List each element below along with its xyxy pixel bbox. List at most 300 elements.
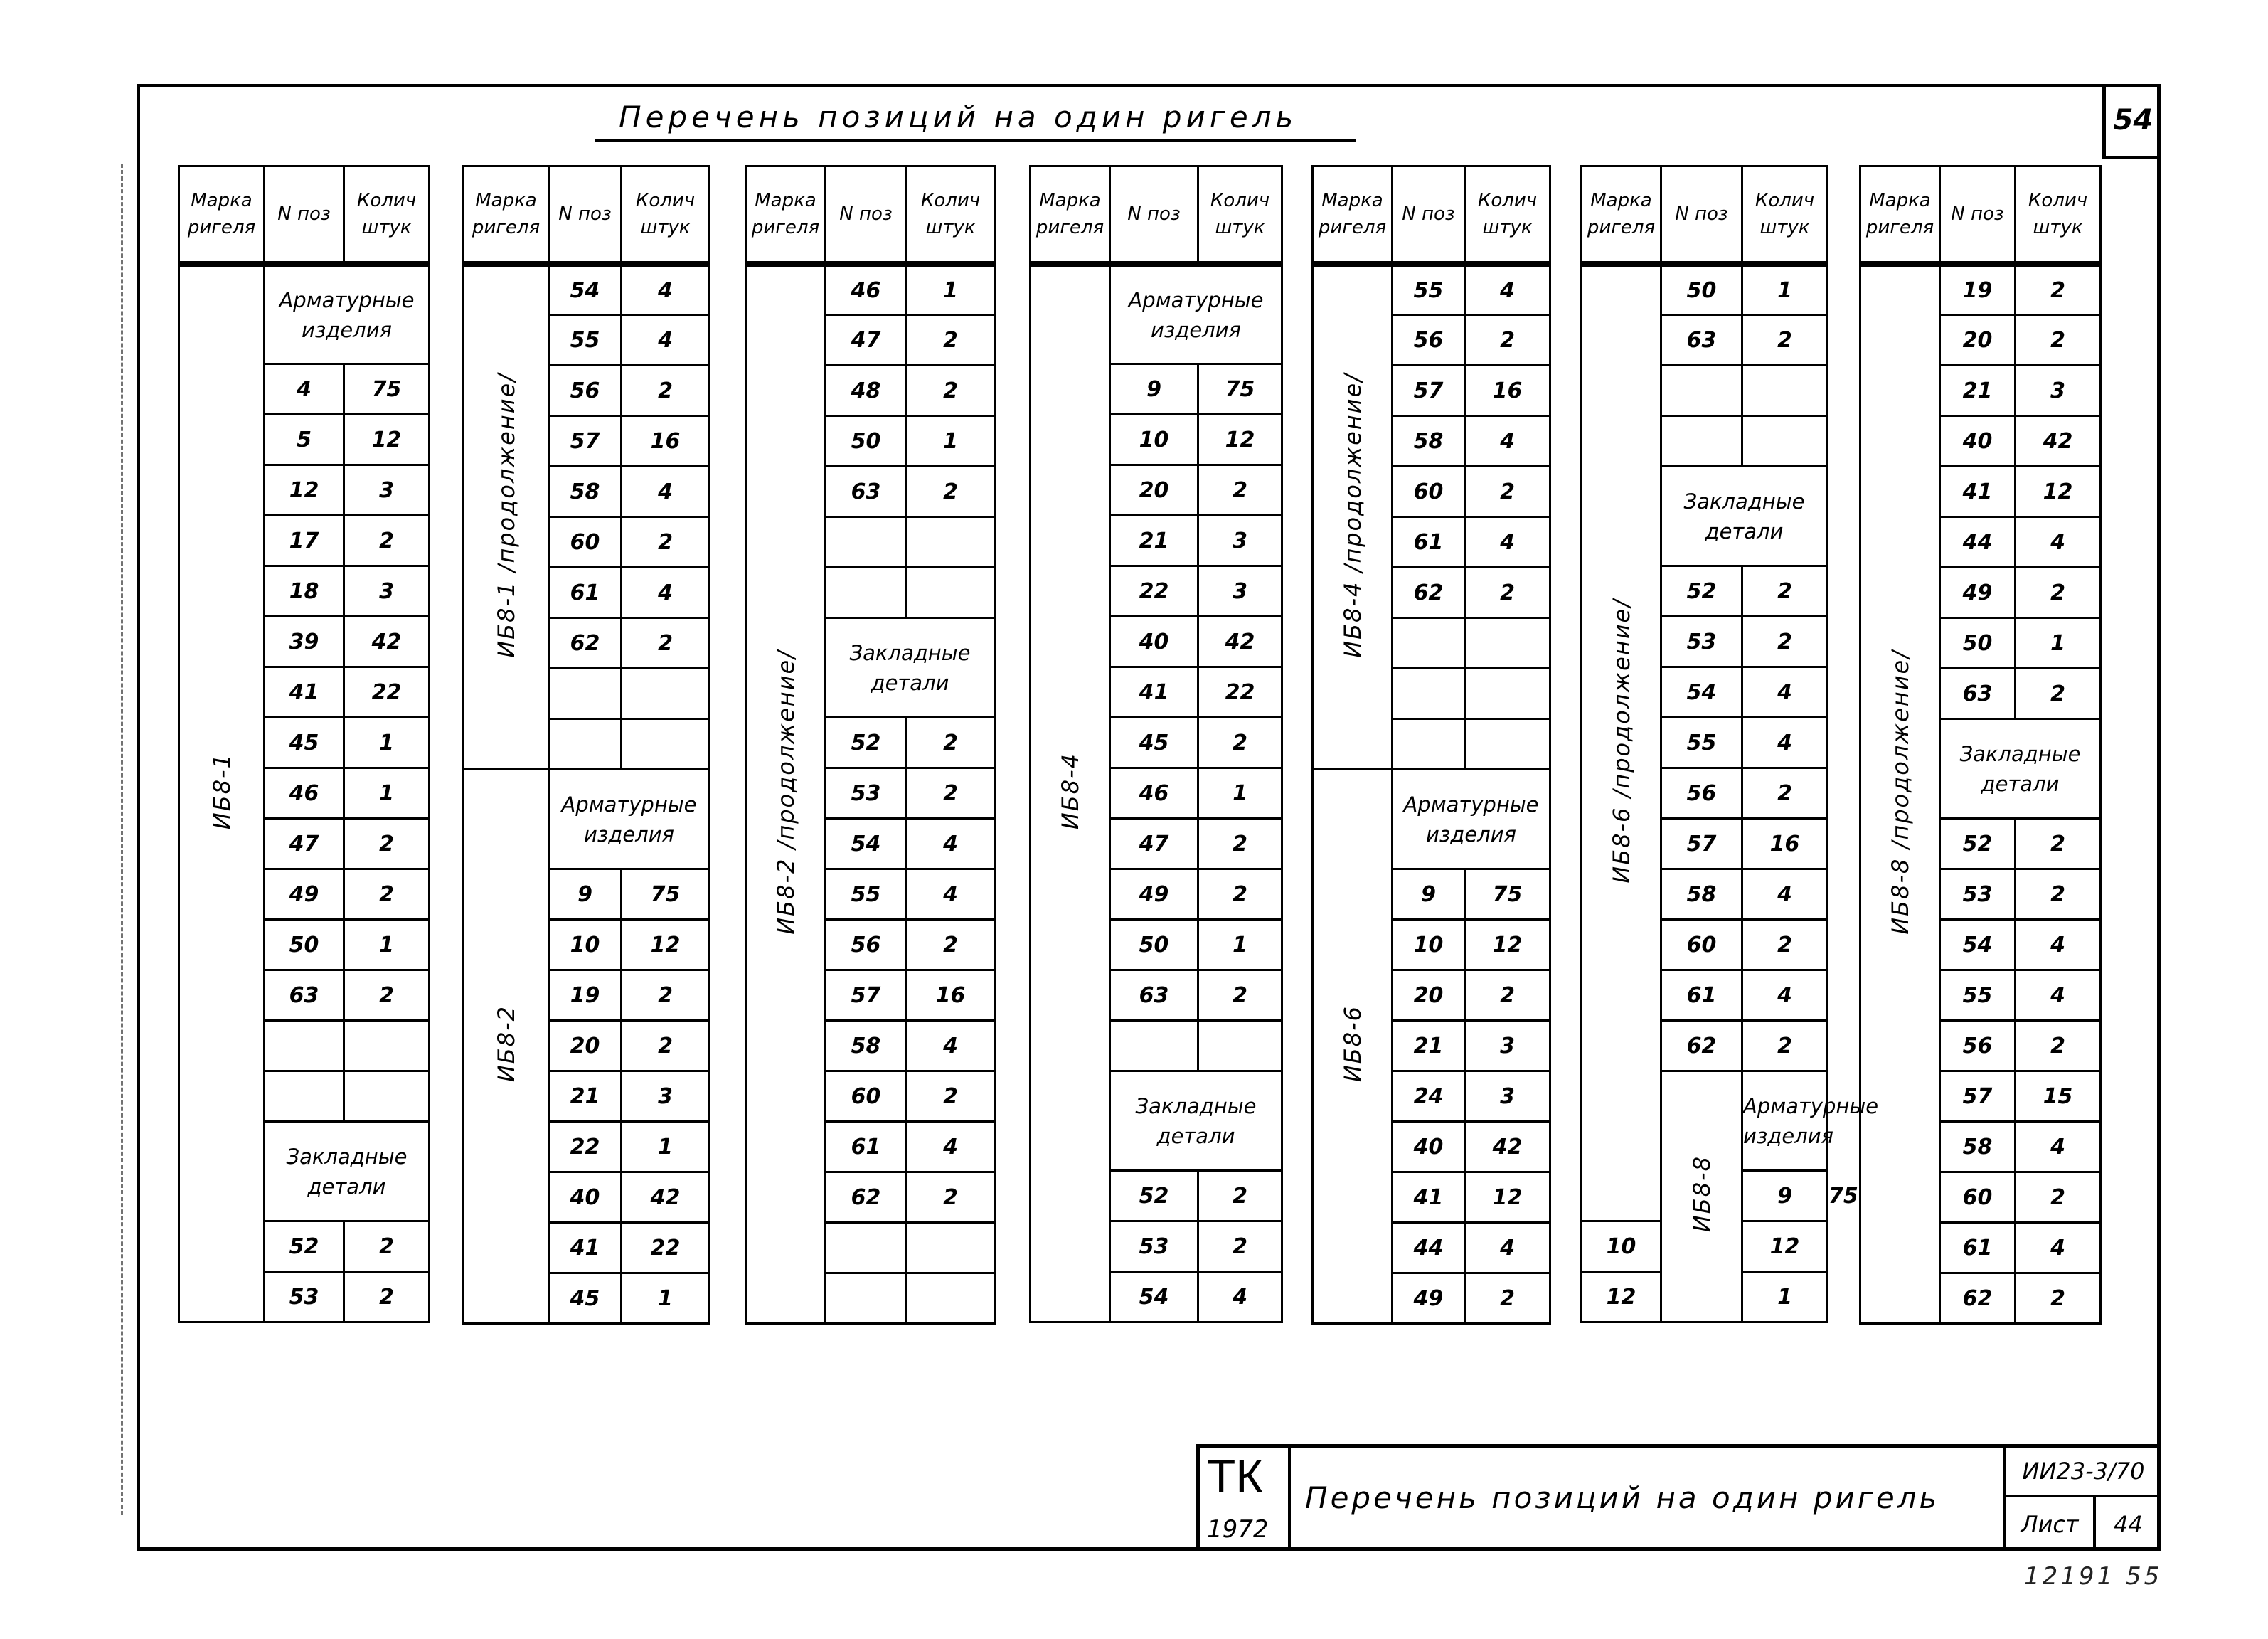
quantity: 12 [344, 415, 430, 465]
quantity: 42 [622, 1172, 710, 1223]
quantity: 2 [344, 1221, 430, 1272]
position-number: 9 [1393, 869, 1465, 920]
position-number [1110, 1021, 1198, 1071]
header-quantity: Колич штук [1742, 166, 1828, 265]
quantity [907, 517, 995, 568]
position-number: 45 [1110, 718, 1198, 768]
position-number: 63 [265, 970, 344, 1021]
quantity: 3 [622, 1071, 710, 1122]
beam-mark-label: ИБ8-4 [1056, 753, 1084, 830]
position-number: 50 [1661, 265, 1742, 315]
section-heading: Арматурные изделия [1742, 1071, 1828, 1171]
quantity: 2 [1198, 819, 1282, 869]
quantity: 2 [907, 1071, 995, 1122]
header-quantity: Колич штук [344, 166, 430, 265]
beam-mark [1031, 265, 1110, 1322]
positions-table [462, 165, 710, 1325]
quantity [1742, 366, 1828, 416]
quantity: 1 [1198, 768, 1282, 819]
position-number: 10 [1582, 1221, 1661, 1272]
quantity: 75 [1198, 364, 1282, 415]
quantity [622, 669, 710, 719]
quantity: 2 [622, 618, 710, 669]
position-number: 52 [1110, 1171, 1198, 1221]
quantity: 12 [1198, 415, 1282, 465]
position-number: 61 [1393, 517, 1465, 568]
quantity: 42 [2016, 416, 2101, 467]
position-number [265, 1071, 344, 1122]
position-number: 60 [1661, 920, 1742, 970]
quantity: 4 [1465, 416, 1550, 467]
beam-mark-label: ИБ8-4 /продолжение/ [1338, 372, 1366, 658]
position-number [1661, 366, 1742, 416]
quantity: 2 [1742, 920, 1828, 970]
header-position: N поз [1661, 166, 1742, 265]
position-number: 47 [1110, 819, 1198, 869]
beam-mark [464, 265, 549, 770]
quantity: 2 [2016, 265, 2101, 315]
position-number: 4 [265, 364, 344, 415]
quantity: 1 [622, 1122, 710, 1172]
quantity: 4 [1465, 517, 1550, 568]
quantity [907, 568, 995, 618]
quantity: 2 [344, 516, 430, 566]
quantity: 2 [2016, 869, 2101, 920]
position-number: 44 [1393, 1223, 1465, 1273]
position-number: 22 [549, 1122, 622, 1172]
position-number: 56 [549, 366, 622, 416]
quantity: 4 [1742, 869, 1828, 920]
position-number: 52 [1940, 819, 2016, 869]
position-number: 63 [1661, 315, 1742, 366]
quantity: 4 [1465, 265, 1550, 315]
position-number [826, 1273, 907, 1324]
position-number: 22 [1110, 566, 1198, 617]
quantity: 1 [344, 768, 430, 819]
quantity: 2 [1198, 1171, 1282, 1221]
header-position: N поз [826, 166, 907, 265]
position-number: 63 [826, 467, 907, 517]
quantity: 2 [2016, 568, 2101, 618]
quantity [344, 1071, 430, 1122]
quantity: 1 [344, 920, 430, 970]
beam-mark [1313, 770, 1393, 1324]
beam-mark-label: ИБ8-6 /продолжение/ [1607, 598, 1635, 884]
quantity [1742, 416, 1828, 467]
quantity: 2 [1742, 315, 1828, 366]
quantity: 2 [1742, 566, 1828, 617]
position-number: 5 [265, 415, 344, 465]
quantity: 16 [907, 970, 995, 1021]
quantity: 3 [2016, 366, 2101, 416]
quantity: 75 [1465, 869, 1550, 920]
section-heading: Арматурные изделия [1393, 770, 1550, 869]
position-number: 46 [826, 265, 907, 315]
beam-mark [746, 265, 826, 1324]
quantity: 12 [2016, 467, 2101, 517]
position-number: 56 [826, 920, 907, 970]
quantity: 3 [344, 566, 430, 617]
section-heading: Закладные детали [265, 1122, 430, 1221]
position-number: 49 [1940, 568, 2016, 618]
position-number: 21 [1940, 366, 2016, 416]
position-number: 19 [549, 970, 622, 1021]
position-table-6 [1580, 165, 1879, 1346]
quantity: 1 [907, 416, 995, 467]
quantity: 2 [2016, 819, 2101, 869]
position-number: 55 [1940, 970, 2016, 1021]
position-number: 60 [549, 517, 622, 568]
position-number: 21 [1110, 516, 1198, 566]
quantity: 2 [2016, 1021, 2101, 1071]
quantity: 12 [1742, 1221, 1828, 1272]
title-block [1196, 1444, 2161, 1551]
position-number: 61 [1661, 970, 1742, 1021]
quantity: 4 [1465, 1223, 1550, 1273]
position-number: 61 [826, 1122, 907, 1172]
position-number: 56 [1940, 1021, 2016, 1071]
position-table-2 [462, 165, 710, 1346]
beam-mark-label: ИБ8-8 /продолжение/ [1886, 649, 1914, 935]
position-number: 40 [1393, 1122, 1465, 1172]
table-row: 9 75 [1582, 1171, 1828, 1221]
quantity: 4 [1198, 1272, 1282, 1322]
quantity [1465, 618, 1550, 669]
position-number [826, 517, 907, 568]
quantity: 42 [1198, 617, 1282, 667]
quantity: 4 [1742, 970, 1828, 1021]
sheet-label: Лист [2003, 1497, 2096, 1551]
quantity: 1 [344, 718, 430, 768]
doc-code: ИИ23-3/70 [2003, 1448, 2161, 1497]
position-number: 21 [549, 1071, 622, 1122]
quantity: 4 [907, 869, 995, 920]
positions-table [1029, 165, 1283, 1323]
quantity: 2 [1465, 1273, 1550, 1324]
position-number: 12 [265, 465, 344, 516]
beam-mark-label: ИБ8-1 [208, 753, 235, 830]
quantity: 2 [2016, 1172, 2101, 1223]
stamp-description: Перечень позиций на один ригель [1305, 1480, 1940, 1515]
positions-table [178, 165, 430, 1323]
position-number: 49 [1110, 869, 1198, 920]
header-quantity: Колич штук [1198, 166, 1282, 265]
position-number: 40 [1110, 617, 1198, 667]
position-number: 55 [549, 315, 622, 366]
position-number: 54 [549, 265, 622, 315]
position-number: 62 [1661, 1021, 1742, 1071]
quantity: 3 [1465, 1071, 1550, 1122]
quantity: 4 [1742, 718, 1828, 768]
position-number: 49 [265, 869, 344, 920]
section-heading: Закладные детали [1110, 1071, 1282, 1171]
position-number: 57 [1393, 366, 1465, 416]
position-number: 39 [265, 617, 344, 667]
position-number: 19 [1940, 265, 2016, 315]
position-number: 10 [1110, 415, 1198, 465]
position-number: 60 [1940, 1172, 2016, 1223]
header-quantity: Колич штук [2016, 166, 2101, 265]
position-number: 57 [549, 416, 622, 467]
position-number [549, 719, 622, 770]
beam-mark-label: ИБ8-8 [1688, 1155, 1715, 1233]
position-number: 17 [265, 516, 344, 566]
quantity: 2 [1465, 467, 1550, 517]
position-number: 57 [1661, 819, 1742, 869]
position-number: 41 [549, 1223, 622, 1273]
quantity [907, 1223, 995, 1273]
quantity: 3 [344, 465, 430, 516]
quantity: 2 [2016, 315, 2101, 366]
org-cell [1200, 1448, 1291, 1551]
quantity: 4 [2016, 1223, 2101, 1273]
quantity: 1 [907, 265, 995, 315]
position-table-5 [1311, 165, 1551, 1346]
quantity: 1 [1742, 265, 1828, 315]
quantity: 3 [1198, 516, 1282, 566]
quantity: 2 [1742, 1021, 1828, 1071]
quantity: 4 [2016, 1122, 2101, 1172]
position-number: 55 [1393, 265, 1465, 315]
quantity: 2 [622, 1021, 710, 1071]
quantity: 2 [1198, 1221, 1282, 1272]
quantity: 16 [1742, 819, 1828, 869]
quantity [907, 1273, 995, 1324]
quantity: 4 [622, 265, 710, 315]
position-number: 45 [265, 718, 344, 768]
position-number: 57 [826, 970, 907, 1021]
position-number [1661, 416, 1742, 467]
position-number: 47 [826, 315, 907, 366]
quantity: 1 [1742, 1272, 1828, 1322]
position-number: 10 [1393, 920, 1465, 970]
quantity: 2 [907, 1172, 995, 1223]
quantity: 2 [344, 819, 430, 869]
section-heading: Арматурные изделия [1110, 265, 1282, 364]
beam-mark [1860, 265, 1940, 1324]
quantity: 22 [344, 667, 430, 718]
position-number [826, 568, 907, 618]
position-number [1393, 618, 1465, 669]
position-number: 20 [1110, 465, 1198, 516]
beam-mark [1661, 1071, 1742, 1322]
quantity: 75 [622, 869, 710, 920]
position-number: 46 [1110, 768, 1198, 819]
position-number: 24 [1393, 1071, 1465, 1122]
position-number: 58 [549, 467, 622, 517]
archive-number: 12191 55 [2024, 1562, 2163, 1591]
table-row [464, 770, 710, 869]
position-number: 40 [1940, 416, 2016, 467]
position-number: 62 [826, 1172, 907, 1223]
beam-mark [179, 265, 265, 1322]
header-mark: Марка ригеля [464, 166, 549, 265]
position-number [1393, 719, 1465, 770]
header-position: N поз [1940, 166, 2016, 265]
position-number: 62 [1940, 1273, 2016, 1324]
position-number: 44 [1940, 517, 2016, 568]
position-number: 50 [1110, 920, 1198, 970]
section-heading: Закладные детали [1940, 719, 2101, 819]
page-number: 54 [2102, 84, 2161, 159]
quantity: 75 [344, 364, 430, 415]
sheet-title: Перечень позиций на один ригель [619, 100, 1298, 134]
beam-mark [1582, 265, 1661, 1221]
positions-table [1580, 165, 1879, 1323]
quantity: 2 [1465, 568, 1550, 618]
position-number: 10 [549, 920, 622, 970]
position-number: 58 [1661, 869, 1742, 920]
quantity: 4 [622, 315, 710, 366]
header-position: N поз [1393, 166, 1465, 265]
quantity: 2 [1742, 617, 1828, 667]
position-number: 56 [1393, 315, 1465, 366]
quantity: 4 [907, 1122, 995, 1172]
table-row [464, 265, 710, 315]
quantity: 2 [1465, 315, 1550, 366]
quantity [344, 1021, 430, 1071]
quantity: 2 [907, 366, 995, 416]
position-number: 53 [826, 768, 907, 819]
quantity: 2 [1198, 869, 1282, 920]
quantity: 2 [1198, 970, 1282, 1021]
position-number: 50 [1940, 618, 2016, 669]
quantity: 22 [1198, 667, 1282, 718]
quantity: 1 [1198, 920, 1282, 970]
quantity: 4 [2016, 970, 2101, 1021]
positions-table [1311, 165, 1551, 1325]
position-number: 53 [1110, 1221, 1198, 1272]
quantity: 2 [344, 869, 430, 920]
header-quantity: Колич штук [1465, 166, 1550, 265]
header-mark: Марка ригеля [1582, 166, 1661, 265]
header-mark: Марка ригеля [1313, 166, 1393, 265]
quantity: 4 [1742, 667, 1828, 718]
quantity: 4 [2016, 517, 2101, 568]
position-number: 50 [265, 920, 344, 970]
position-number: 45 [549, 1273, 622, 1324]
positions-table [745, 165, 996, 1325]
header-position: N поз [1110, 166, 1198, 265]
position-number: 46 [265, 768, 344, 819]
position-number: 18 [265, 566, 344, 617]
beam-mark [1313, 265, 1393, 770]
org-code: ТК [1207, 1450, 1263, 1502]
section-heading: Закладные детали [826, 618, 995, 718]
header-mark: Марка ригеля [1860, 166, 1940, 265]
quantity: 2 [1465, 970, 1550, 1021]
position-table-7 [1859, 165, 2102, 1346]
position-number: 20 [1940, 315, 2016, 366]
position-number: 62 [1393, 568, 1465, 618]
beam-mark-label: ИБ8-1 /продолжение/ [492, 372, 520, 658]
quantity: 42 [344, 617, 430, 667]
position-number: 58 [1940, 1122, 2016, 1172]
position-number [826, 1223, 907, 1273]
beam-mark-label: ИБ8-6 [1338, 1004, 1366, 1083]
quantity: 2 [1742, 768, 1828, 819]
position-number: 48 [826, 366, 907, 416]
quantity: 2 [907, 718, 995, 768]
position-number: 61 [549, 568, 622, 618]
quantity: 2 [344, 970, 430, 1021]
position-table-4 [1029, 165, 1283, 1346]
table-row [1031, 265, 1282, 364]
quantity: 15 [2016, 1071, 2101, 1122]
header-position: N поз [549, 166, 622, 265]
title-underline [595, 139, 1356, 142]
header-mark: Марка ригеля [179, 166, 265, 265]
quantity: 2 [907, 315, 995, 366]
position-number [265, 1021, 344, 1071]
position-number: 54 [1110, 1272, 1198, 1322]
quantity [1198, 1021, 1282, 1071]
table-row [1860, 265, 2101, 315]
table-row [179, 265, 430, 364]
position-number: 47 [265, 819, 344, 869]
position-number: 55 [826, 869, 907, 920]
position-number: 12 [1582, 1272, 1661, 1322]
table-row [1582, 265, 1828, 315]
quantity: 4 [622, 467, 710, 517]
header-position: N поз [265, 166, 344, 265]
position-number [1393, 669, 1465, 719]
quantity: 2 [907, 467, 995, 517]
header-quantity: Колич штук [622, 166, 710, 265]
section-heading: Закладные детали [1661, 467, 1828, 566]
quantity: 12 [1465, 920, 1550, 970]
position-number: 62 [549, 618, 622, 669]
quantity: 2 [622, 970, 710, 1021]
quantity: 3 [1465, 1021, 1550, 1071]
table-row [1313, 265, 1550, 315]
position-number: 41 [265, 667, 344, 718]
beam-mark [464, 770, 549, 1324]
position-number: 53 [1661, 617, 1742, 667]
position-number: 52 [265, 1221, 344, 1272]
position-number: 9 [1742, 1171, 1828, 1221]
position-number: 63 [1110, 970, 1198, 1021]
quantity: 4 [907, 819, 995, 869]
beam-mark-label: ИБ8-2 [492, 1004, 520, 1083]
year: 1972 [1207, 1515, 1269, 1544]
position-number: 41 [1940, 467, 2016, 517]
position-number: 58 [826, 1021, 907, 1071]
position-number: 50 [826, 416, 907, 467]
quantity: 2 [344, 1272, 430, 1322]
quantity: 4 [622, 568, 710, 618]
quantity [1465, 669, 1550, 719]
position-number: 58 [1393, 416, 1465, 467]
position-number: 20 [549, 1021, 622, 1071]
quantity: 22 [622, 1223, 710, 1273]
position-number: 56 [1661, 768, 1742, 819]
section-heading: Арматурные изделия [549, 770, 710, 869]
section-heading: Арматурные изделия [265, 265, 430, 364]
quantity [1465, 719, 1550, 770]
quantity: 1 [622, 1273, 710, 1324]
position-number: 41 [1110, 667, 1198, 718]
position-number [549, 669, 622, 719]
position-number: 9 [549, 869, 622, 920]
quantity: 2 [622, 517, 710, 568]
quantity [622, 719, 710, 770]
position-number: 53 [265, 1272, 344, 1322]
position-number: 21 [1393, 1021, 1465, 1071]
quantity: 2 [1198, 465, 1282, 516]
quantity: 2 [2016, 669, 2101, 719]
quantity: 2 [2016, 1273, 2101, 1324]
